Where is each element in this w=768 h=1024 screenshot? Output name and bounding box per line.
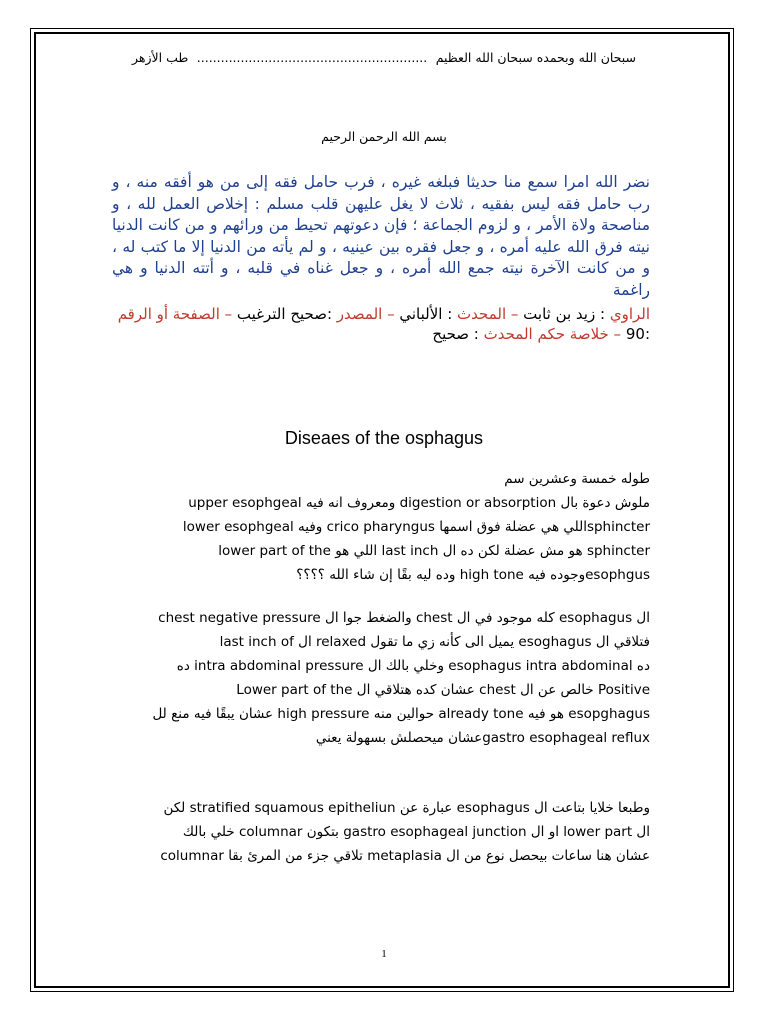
text-line: sphincterاللي هي عضلة فوق اسمها crico pharyngus وفيه lower esophgeal — [182, 519, 650, 535]
page-number: 1 — [381, 948, 387, 960]
basmala: بسم الله الرحمن الرحيم — [321, 129, 447, 144]
text-line: sphincter هو مش عضلة لكن ده ال last inch اللي هو lower part of the — [218, 543, 650, 559]
text-line: Positive خالص عن ال chest عشان كده هتلاقي ال Lower part of the — [236, 682, 650, 698]
text-line: طوله خمسة وعشرين سم — [504, 471, 650, 487]
text-line: ال esophagus كله موجود في ال chest والضغط جوا ال chest negative pressure — [158, 610, 650, 626]
text-line: ده esophagus intra abdominal وخلي بالك ال intra abdominal pressure ده — [176, 658, 650, 674]
text-line: ملوش دعوة بال digestion or absorption ومعروف انه فيه upper esophgeal — [188, 495, 650, 511]
text-line: gastro esophageal refluxعشان ميحصلش بسهولة يعني — [315, 730, 650, 746]
text-line: esophgusوجوده فيه high tone وده ليه بقًا إن شاء الله ؟؟؟؟ — [296, 567, 650, 583]
page-header — [132, 50, 636, 65]
text-line: وطبعا خلايا بتاعت ال esophagus عبارة عن stratified squamous epitheliun لكن — [163, 800, 650, 816]
text-line: esopghagus هو فيه already tone حوالين منه high pressure عشان يبقًا فيه منع لل — [152, 706, 650, 722]
label-page: – الصفحة أو الرقم — [117, 305, 233, 323]
text-line: عشان هنا ساعات بيحصل نوع من ال metaplasia تلاقي جزء من المرئ بقا columnar — [160, 848, 650, 864]
label-rawi: الراوي — [609, 305, 650, 323]
header-dots: .......................................................... — [196, 50, 428, 65]
paragraph-epithelium — [100, 796, 650, 868]
masdar-value: :صحيح الترغيب — [232, 305, 337, 323]
text-line: ال lower part او ال gastro esophageal junction بتكون columnar خلي بالك — [182, 824, 650, 840]
section-title: Diseaes of the osphagus — [284, 428, 484, 448]
paragraph-anatomy — [100, 467, 650, 587]
header-tasbih: سبحان الله وبحمده سبحان الله العظيم — [435, 50, 636, 65]
text-line: فتلاقي ال esoghagus يميل الى كأنه زي ما تقول relaxed ال last inch of — [219, 634, 650, 650]
rawi-value: : زيد بن ثابت — [518, 305, 610, 323]
label-muhaddith: – المحدث — [457, 305, 519, 323]
paragraph-pressure — [100, 606, 650, 750]
page-value: :90 — [621, 325, 650, 343]
label-masdar: – المصدر — [336, 305, 395, 323]
ruling-value: : صحيح — [432, 325, 484, 343]
muhaddith-value: : الألباني — [394, 305, 458, 323]
hadith-text: نضر الله امرا سمع منا حديثا فبلغه غيره ، فرب حامل فقه إلى من هو أفقه منه ، و رب حامل فقه ليس بفقيه ، ثلاث لا يغل عليهن قلب مسلم : إخلاص العمل لله ، و مناصحة ولاة الأمر ، و لزوم الجماعة ؛ فإن دعوتهم تحيط من ورائهم و من كانت الدنيا نيته فرق الله عليه أمره ، و جعل فقره بين عينيه ، و لم يأته من الدنيا إلا ما كتب له ، و من كانت الآخرة نيته جمع الله أمره ، و جعل غناه في قلبه ، و أتته الدنيا و هي راغمة — [112, 173, 650, 299]
hadith-citation — [112, 304, 650, 344]
label-ruling: – خلاصة حكم المحدث — [483, 325, 622, 343]
header-faculty: طب الأزهر — [132, 50, 189, 65]
